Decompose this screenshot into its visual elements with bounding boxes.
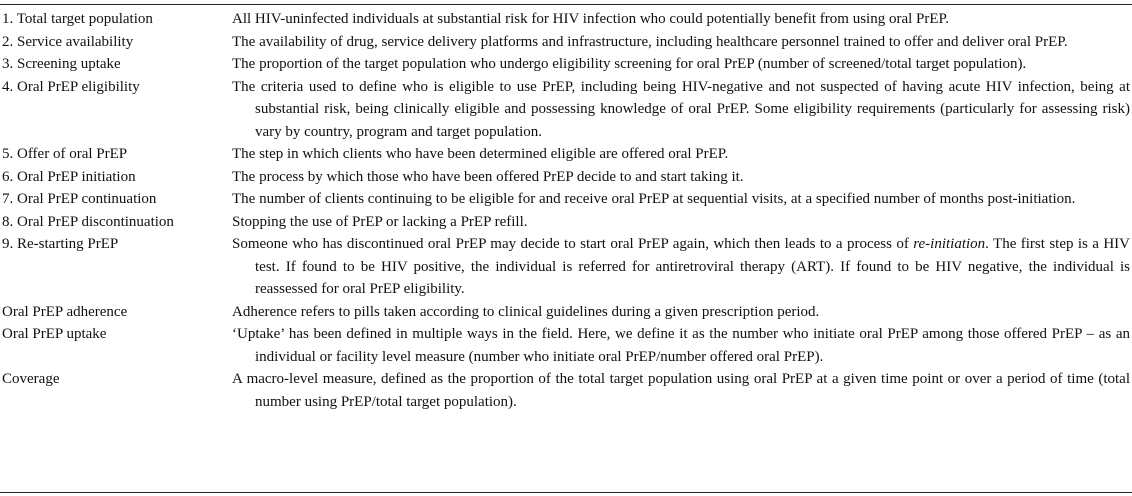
table-row bbox=[0, 31, 1132, 54]
table-row bbox=[0, 323, 1132, 368]
definition-text bbox=[232, 233, 1130, 301]
definition-text: The criteria used to define who is eligible to use PrEP, including being HIV-negative and not suspected of having acute HIV infection, being at substantial risk, being clinically eligible and possessing knowledge of oral PrEP. Some eligibility requirements (particularly for assessing risk) vary by country, program and target population. bbox=[232, 78, 1130, 140]
definition-text-part: . The first step is a HIV test. If found to be HIV positive, the individual is referred for antiretroviral therapy (ART). If found to be HIV negative, the individual is reassessed for oral PrEP eligibility. bbox=[255, 236, 1130, 297]
term-cell: Coverage bbox=[2, 371, 60, 387]
definition-cell bbox=[232, 323, 1132, 368]
definition-text: The proportion of the target population who undergo eligibility screening for oral PrEP (number of screened/total target population). bbox=[232, 56, 1027, 72]
term-cell: Oral PrEP adherence bbox=[2, 303, 128, 320]
definition-text: A macro-level measure, defined as the proportion of the total target population using oral PrEP at a given time point or over a period of time (total number using PrEP/total target population). bbox=[232, 371, 1130, 410]
table-row bbox=[0, 76, 1132, 144]
term-cell: 3. Screening uptake bbox=[2, 56, 121, 72]
definition-text: The step in which clients who have been determined eligible are offered oral PrEP. bbox=[232, 146, 729, 162]
definition-cell bbox=[232, 31, 1132, 54]
table-row bbox=[0, 166, 1132, 189]
definition-cell bbox=[232, 368, 1132, 413]
term-cell: 6. Oral PrEP initiation bbox=[2, 168, 136, 185]
definition-cell bbox=[232, 188, 1132, 211]
table-row bbox=[0, 211, 1132, 234]
definition-text: The number of clients continuing to be eligible for and receive oral PrEP at sequential visits, at a specified number of months post-initiation. bbox=[232, 191, 1076, 207]
definition-text: All HIV-uninfected individuals at substantial risk for HIV infection who could potentially benefit from using oral PrEP. bbox=[232, 11, 949, 27]
definition-cell bbox=[232, 53, 1132, 76]
term-cell: 2. Service availability bbox=[2, 33, 134, 50]
term-cell: 7. Oral PrEP continuation bbox=[2, 191, 157, 207]
table-row bbox=[0, 53, 1132, 76]
table-top-rule bbox=[0, 4, 1132, 5]
definition-text: The process by which those who have been offered PrEP decide to and start taking it. bbox=[232, 168, 744, 185]
table-row bbox=[0, 368, 1132, 413]
definitions-table bbox=[0, 8, 1132, 413]
definition-cell bbox=[232, 8, 1132, 31]
definition-text-part: Someone who has discontinued oral PrEP may decide to start oral PrEP again, which then leads to a process of bbox=[232, 236, 914, 252]
table-row bbox=[0, 188, 1132, 211]
definition-text: Adherence refers to pills taken according to clinical guidelines during a given prescription period. bbox=[232, 303, 820, 320]
table-row bbox=[0, 301, 1132, 324]
term-cell: 5. Offer of oral PrEP bbox=[2, 146, 128, 162]
term-cell: 8. Oral PrEP discontinuation bbox=[2, 213, 174, 230]
definition-cell bbox=[232, 76, 1132, 144]
definition-text: ‘Uptake’ has been defined in multiple ways in the field. Here, we define it as the number who initiate oral PrEP among those offered PrEP – as an individual or facility level measure (number who initiate oral PrEP/number offered oral PrEP). bbox=[232, 326, 1130, 365]
definition-text: The availability of drug, service delivery platforms and infrastructure, including healthcare personnel trained to offer and deliver oral PrEP. bbox=[232, 33, 1068, 50]
definition-cell bbox=[232, 301, 1132, 324]
term-cell: 4. Oral PrEP eligibility bbox=[2, 78, 140, 95]
definition-text: Stopping the use of PrEP or lacking a PrEP refill. bbox=[232, 213, 528, 230]
term-cell: 9. Re-starting PrEP bbox=[2, 236, 119, 252]
definition-cell bbox=[232, 233, 1132, 301]
italic-term: re-initiation bbox=[913, 236, 986, 252]
definition-cell bbox=[232, 143, 1132, 166]
table-row bbox=[0, 8, 1132, 31]
definition-cell bbox=[232, 166, 1132, 189]
definition-cell bbox=[232, 211, 1132, 234]
term-cell: 1. Total target population bbox=[2, 11, 153, 27]
table-row bbox=[0, 143, 1132, 166]
table-bottom-rule bbox=[0, 492, 1132, 493]
table-row bbox=[0, 233, 1132, 301]
term-cell: Oral PrEP uptake bbox=[2, 326, 107, 342]
